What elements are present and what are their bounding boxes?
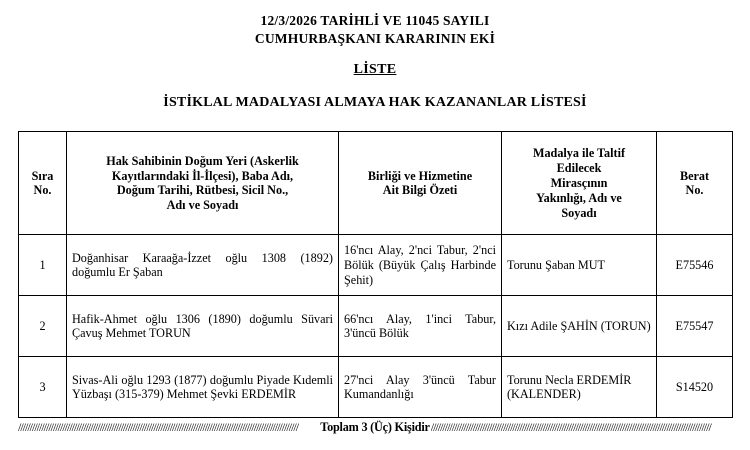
header-line-2: CUMHURBAŞKANI KARARININ EKİ <box>254 31 496 47</box>
table-row <box>19 235 733 296</box>
liste-heading-text: LİSTE <box>353 62 397 78</box>
cell-sira: 2 <box>19 296 67 357</box>
cell-hak-sahibi: Doğanhisar Karaağa-İzzet oğlu 1308 (1892) doğumlu Er Şaban <box>67 235 339 296</box>
table-row <box>19 357 733 418</box>
column-header-sira <box>19 132 67 235</box>
table-body <box>19 235 733 418</box>
column-header-mirasci-line4: Yakınlığı, Adı ve <box>536 190 622 205</box>
column-header-mirasci-line1: Madalya ile Taltif <box>532 146 626 161</box>
column-header-berat-line1: Berat <box>679 168 710 183</box>
column-header-mirasci-line2: Edilecek <box>556 161 602 176</box>
cell-hak-sahibi: Hafik-Ahmet oğlu 1306 (1890) doğumlu Süvari Çavuş Mehmet TORUN <box>67 296 339 357</box>
table-header <box>19 132 733 235</box>
hatch-right: //////////////////////////////////////////////////////////////////////////////////////////////////////////////////////// <box>430 420 711 435</box>
cell-mirasci: Torunu Necla ERDEMİR (KALENDER) <box>502 357 657 418</box>
column-header-mirasci-line3: Mirasçının <box>550 176 608 190</box>
cell-berat: S14520 <box>657 357 733 418</box>
document-subtitle: İSTİKLAL MADALYASI ALMAYA HAK KAZANANLAR LİSTESİ <box>163 95 587 111</box>
column-header-mirasci <box>502 132 657 235</box>
cell-birlik: 66'ncı Alay, 1'inci Tabur, 3'üncü Bölük <box>339 296 502 357</box>
hatch-left: //////////////////////////////////////////////////////////////////////////////////////////////////////////////////////// <box>18 420 299 435</box>
cell-hak-sahibi: Sivas-Ali oğlu 1293 (1877) doğumlu Piyade Kıdemli Yüzbaşı (315-379) Mehmet Şevki ERDEMİR <box>67 357 339 418</box>
cell-birlik: 16'ncı Alay, 2'nci Tabur, 2'nci Bölük (Büyük Çalış Harbinde Şehit) <box>339 235 502 296</box>
cell-birlik: 27'nci Alay 3'üncü Tabur Kumandanlığı <box>339 357 502 418</box>
cell-berat: E75547 <box>657 296 733 357</box>
awards-table <box>18 131 733 418</box>
column-header-berat-line2: No. <box>685 183 704 198</box>
liste-heading <box>18 62 732 78</box>
table-row <box>19 296 733 357</box>
table-header-row <box>19 132 733 235</box>
column-header-berat <box>657 132 733 235</box>
cell-mirasci: Kızı Adile ŞAHİN (TORUN) <box>502 296 657 357</box>
column-header-sira-line2: No. <box>33 183 52 198</box>
cell-berat: E75546 <box>657 235 733 296</box>
column-header-birlik <box>339 132 502 235</box>
header-line-1: 12/3/2026 TARİHLİ VE 11045 SAYILI <box>260 13 490 28</box>
cell-sira: 3 <box>19 357 67 418</box>
column-header-mirasci-line5: Soyadı <box>561 205 597 220</box>
column-header-birlik-line1: Birliği ve Hizmetine <box>367 168 473 183</box>
table-footer <box>18 420 732 435</box>
column-header-sira-line1: Sıra <box>31 168 54 183</box>
column-header-hak-line2: Kayıtlarındaki İl-İlçesi), Baba Adı, <box>111 168 294 183</box>
column-header-birlik-line2: Ait Bilgi Özeti <box>382 183 458 198</box>
document-header <box>18 12 732 48</box>
column-header-hak-line1: Hak Sahibinin Doğum Yeri (Askerlik <box>106 153 299 168</box>
total-count-text: Toplam 3 (Üç) Kişidir <box>320 420 430 435</box>
column-header-hak-sahibi <box>67 132 339 235</box>
cell-sira: 1 <box>19 235 67 296</box>
column-header-hak-line4: Adı ve Soyadı <box>166 198 239 213</box>
column-header-hak-line3: Doğum Tarihi, Rütbesi, Sicil No., <box>116 183 289 198</box>
cell-mirasci: Torunu Şaban MUT <box>502 235 657 296</box>
